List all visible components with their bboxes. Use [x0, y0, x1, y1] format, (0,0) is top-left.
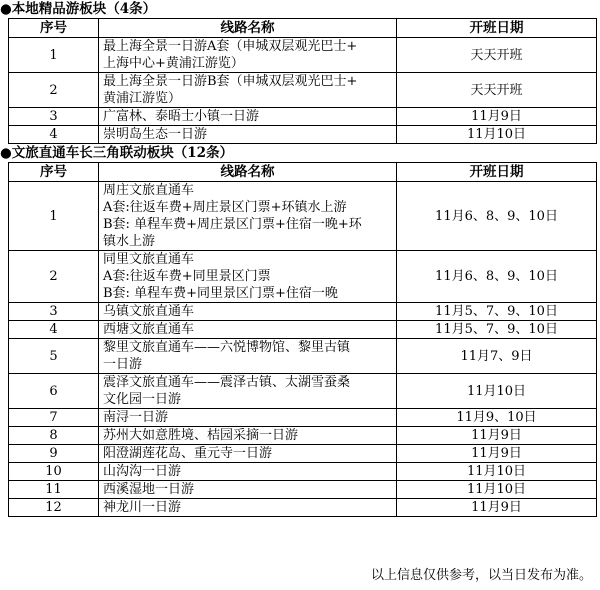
row-number: 6 — [9, 374, 99, 409]
route-line: 同里文旅直通车 — [103, 252, 195, 267]
table-row — [9, 38, 597, 73]
route-line: 神龙川一日游 — [103, 500, 182, 515]
table-row — [9, 251, 597, 303]
start-date: 11月6、8、9、10日 — [397, 182, 597, 251]
table-header-row — [9, 163, 597, 182]
table-row — [9, 445, 597, 463]
row-number: 4 — [9, 321, 99, 339]
row-number: 7 — [9, 409, 99, 427]
table-row — [9, 463, 597, 481]
route-line: B套: 单程车费+同里景区门票+住宿一晚 — [103, 286, 338, 301]
route-line: 西塘文旅直通车 — [103, 322, 195, 337]
header-no: 序号 — [9, 163, 99, 182]
table-header-row — [9, 19, 597, 38]
route-line: 西溪湿地一日游 — [103, 482, 195, 497]
section1-table — [8, 18, 597, 144]
route-name — [99, 126, 397, 144]
table-row — [9, 321, 597, 339]
route-name — [99, 463, 397, 481]
row-number: 9 — [9, 445, 99, 463]
route-name — [99, 499, 397, 517]
route-line: 文化园一日游 — [103, 392, 182, 407]
table-row — [9, 409, 597, 427]
start-date: 11月9日 — [397, 499, 597, 517]
table-row — [9, 499, 597, 517]
row-number: 12 — [9, 499, 99, 517]
start-date: 11月9日 — [397, 108, 597, 126]
route-line: 最上海全景一日游B套（申城双层观光巴士+ — [103, 74, 358, 89]
start-date: 11月6、8、9、10日 — [397, 251, 597, 303]
row-number: 11 — [9, 481, 99, 499]
start-date: 11月10日 — [397, 374, 597, 409]
route-name — [99, 303, 397, 321]
row-number: 8 — [9, 427, 99, 445]
header-route: 线路名称 — [99, 163, 397, 182]
row-number: 2 — [9, 73, 99, 108]
start-date: 11月10日 — [397, 463, 597, 481]
route-name — [99, 374, 397, 409]
route-line: 广富林、泰晤士小镇一日游 — [103, 109, 260, 124]
row-number: 3 — [9, 303, 99, 321]
route-name — [99, 481, 397, 499]
table-row — [9, 182, 597, 251]
row-number: 10 — [9, 463, 99, 481]
start-date: 11月5、7、9、10日 — [397, 303, 597, 321]
route-name — [99, 251, 397, 303]
row-number: 2 — [9, 251, 99, 303]
start-date: 天天开班 — [397, 73, 597, 108]
start-date: 11月5、7、9、10日 — [397, 321, 597, 339]
route-line: B套: 单程车费+周庄景区门票+住宿一晚+环 — [103, 217, 362, 232]
footnote: 以上信息仅供参考，以当日发布为准。 — [370, 568, 592, 583]
start-date: 11月7、9日 — [397, 339, 597, 374]
route-line: 上海中心+黄浦江游览） — [103, 56, 244, 71]
table-row — [9, 108, 597, 126]
table-row — [9, 374, 597, 409]
start-date: 11月10日 — [397, 481, 597, 499]
table-row — [9, 339, 597, 374]
route-line: 乌镇文旅直通车 — [103, 304, 195, 319]
route-line: 苏州大如意胜境、桔园采摘一日游 — [103, 428, 299, 443]
route-name — [99, 182, 397, 251]
table-row — [9, 481, 597, 499]
route-line: 崇明岛生态一日游 — [103, 127, 208, 142]
start-date: 11月9日 — [397, 427, 597, 445]
table-row — [9, 303, 597, 321]
row-number: 4 — [9, 126, 99, 144]
table-row — [9, 73, 597, 108]
row-number: 3 — [9, 108, 99, 126]
start-date: 11月10日 — [397, 126, 597, 144]
route-name — [99, 108, 397, 126]
route-name — [99, 445, 397, 463]
route-line: A套:往返车费+同里景区门票 — [103, 269, 271, 284]
table-row — [9, 427, 597, 445]
row-number: 1 — [9, 182, 99, 251]
route-line: 震泽文旅直通车——震泽古镇、太湖雪蚕桑 — [103, 375, 351, 390]
route-name — [99, 427, 397, 445]
section2-body — [9, 182, 597, 517]
header-date: 开班日期 — [397, 163, 597, 182]
route-line: 镇水上游 — [103, 234, 156, 249]
route-name — [99, 73, 397, 108]
start-date: 天天开班 — [397, 38, 597, 73]
route-name — [99, 38, 397, 73]
route-line: 黎里文旅直通车——六悦博物馆、黎里古镇 — [103, 340, 351, 355]
route-name — [99, 409, 397, 427]
route-line: 一日游 — [103, 357, 143, 372]
header-no: 序号 — [9, 19, 99, 38]
section1-title: ●本地精品游板块（4条） — [0, 1, 157, 17]
section2-table — [8, 162, 597, 517]
route-line: 山沟沟一日游 — [103, 464, 182, 479]
section2-title: ●文旅直通车长三角联动板块（12条） — [0, 145, 234, 161]
route-name — [99, 321, 397, 339]
row-number: 5 — [9, 339, 99, 374]
section1-body — [9, 38, 597, 144]
table-row — [9, 126, 597, 144]
route-line: 周庄文旅直通车 — [103, 183, 195, 198]
header-date: 开班日期 — [397, 19, 597, 38]
header-route: 线路名称 — [99, 19, 397, 38]
route-line: 黄浦江游览） — [103, 91, 182, 106]
route-line: 南浔一日游 — [103, 410, 169, 425]
route-name — [99, 339, 397, 374]
start-date: 11月9、10日 — [397, 409, 597, 427]
start-date: 11月9日 — [397, 445, 597, 463]
route-line: A套:往返车费+周庄景区门票+环镇水上游 — [103, 200, 347, 215]
route-line: 最上海全景一日游A套（申城双层观光巴士+ — [103, 39, 358, 54]
route-line: 阳澄湖莲花岛、重元寺一日游 — [103, 446, 273, 461]
row-number: 1 — [9, 38, 99, 73]
